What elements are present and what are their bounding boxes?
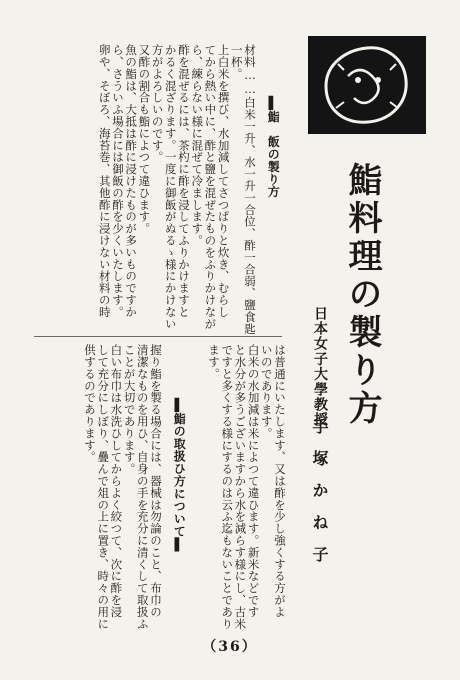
paragraph-line: ですと多くする様にするのは云ふ迄もないことであり [220,344,235,630]
paragraph-line: 魚の鮨は、大抵は酢に浸けたものが多いものですか [124,44,139,318]
upper-body-text [56,44,257,335]
section-heading-handling: ▌鮨の取扱ひ方について▌ [172,398,187,552]
paragraph-line: てから熱い中に、酢と鹽を混ぜたものをふりかけなが [203,44,218,330]
paragraph-line: ら、練らない様に混ぜて冷まします。 [190,44,205,247]
page-number: （36） [202,639,258,655]
paragraph-line: して充分にしぼり、疊んで俎の上に置き、時々の用に [96,344,111,630]
paragraph-line: と水分が多うございますから水を減らす様にし、古米 [233,344,248,630]
paragraph-line: 握り鮨を製る場合には、器械は勿論のこと、布巾の [149,344,163,618]
paragraph-line: かるく混ざります。一度に御飯がぬるゝ様にかけない [163,44,178,330]
paragraph-line: 供するのであります。 [82,344,97,463]
column-divider [34,336,282,337]
paragraph-line: 一杯。 [229,44,244,80]
decorative-emblem-icon [308,36,426,134]
paragraph-line: ます。 [206,344,221,380]
paragraph-line: 白い布巾は水洗ひしてからよく絞つて、次に酢を浸 [109,344,124,618]
paragraph-line: 卵や、そぼろ、海苔巻、其他酢に浸けない材料の時 [97,44,112,318]
paragraph-line: 又酢の割合も鮨によつて違ひます。 [137,44,152,235]
lower-right-body-text [204,344,287,630]
paragraph-line: 上白米を撰び、水加減してさつぱりと炊き、むらし [216,44,231,318]
paragraph-line: いのであります。 [259,344,274,440]
author-name: 手塚かね子 [310,418,329,578]
emblem-art [308,36,426,134]
paragraph-line: 酢を混ぜるには、茶杓に酢を浸してふりかけますと [176,44,191,318]
paragraph-line: 方がよろしいのです。 [150,44,165,163]
paragraph-line: は普通にいたします、又は酢を少し強くする方がよ [273,344,287,618]
paragraph-line: ことが大切であります。 [122,344,137,475]
section-heading-sushi-rice: ▌鮨 飯の製り方 [266,96,281,198]
author-affiliation: 日本女子大學教授 [312,306,328,428]
paragraph-line: 白米の水加減は米によつて違ひます。新米などです [246,344,261,618]
paragraph-line: 清潔なものを用ひ、自身の手を充分に清くして取扱ふ [135,344,150,630]
lower-left-body-text [78,344,163,630]
paragraph-line: ら、さういふ場合には御飯の酢を少くいたします。 [110,44,125,318]
paragraph-line: 材料……白米一升、水一升一合位、酢一合弱、鹽食匙 [243,44,257,335]
page-title: 鮨料理の製り方 [342,162,382,428]
